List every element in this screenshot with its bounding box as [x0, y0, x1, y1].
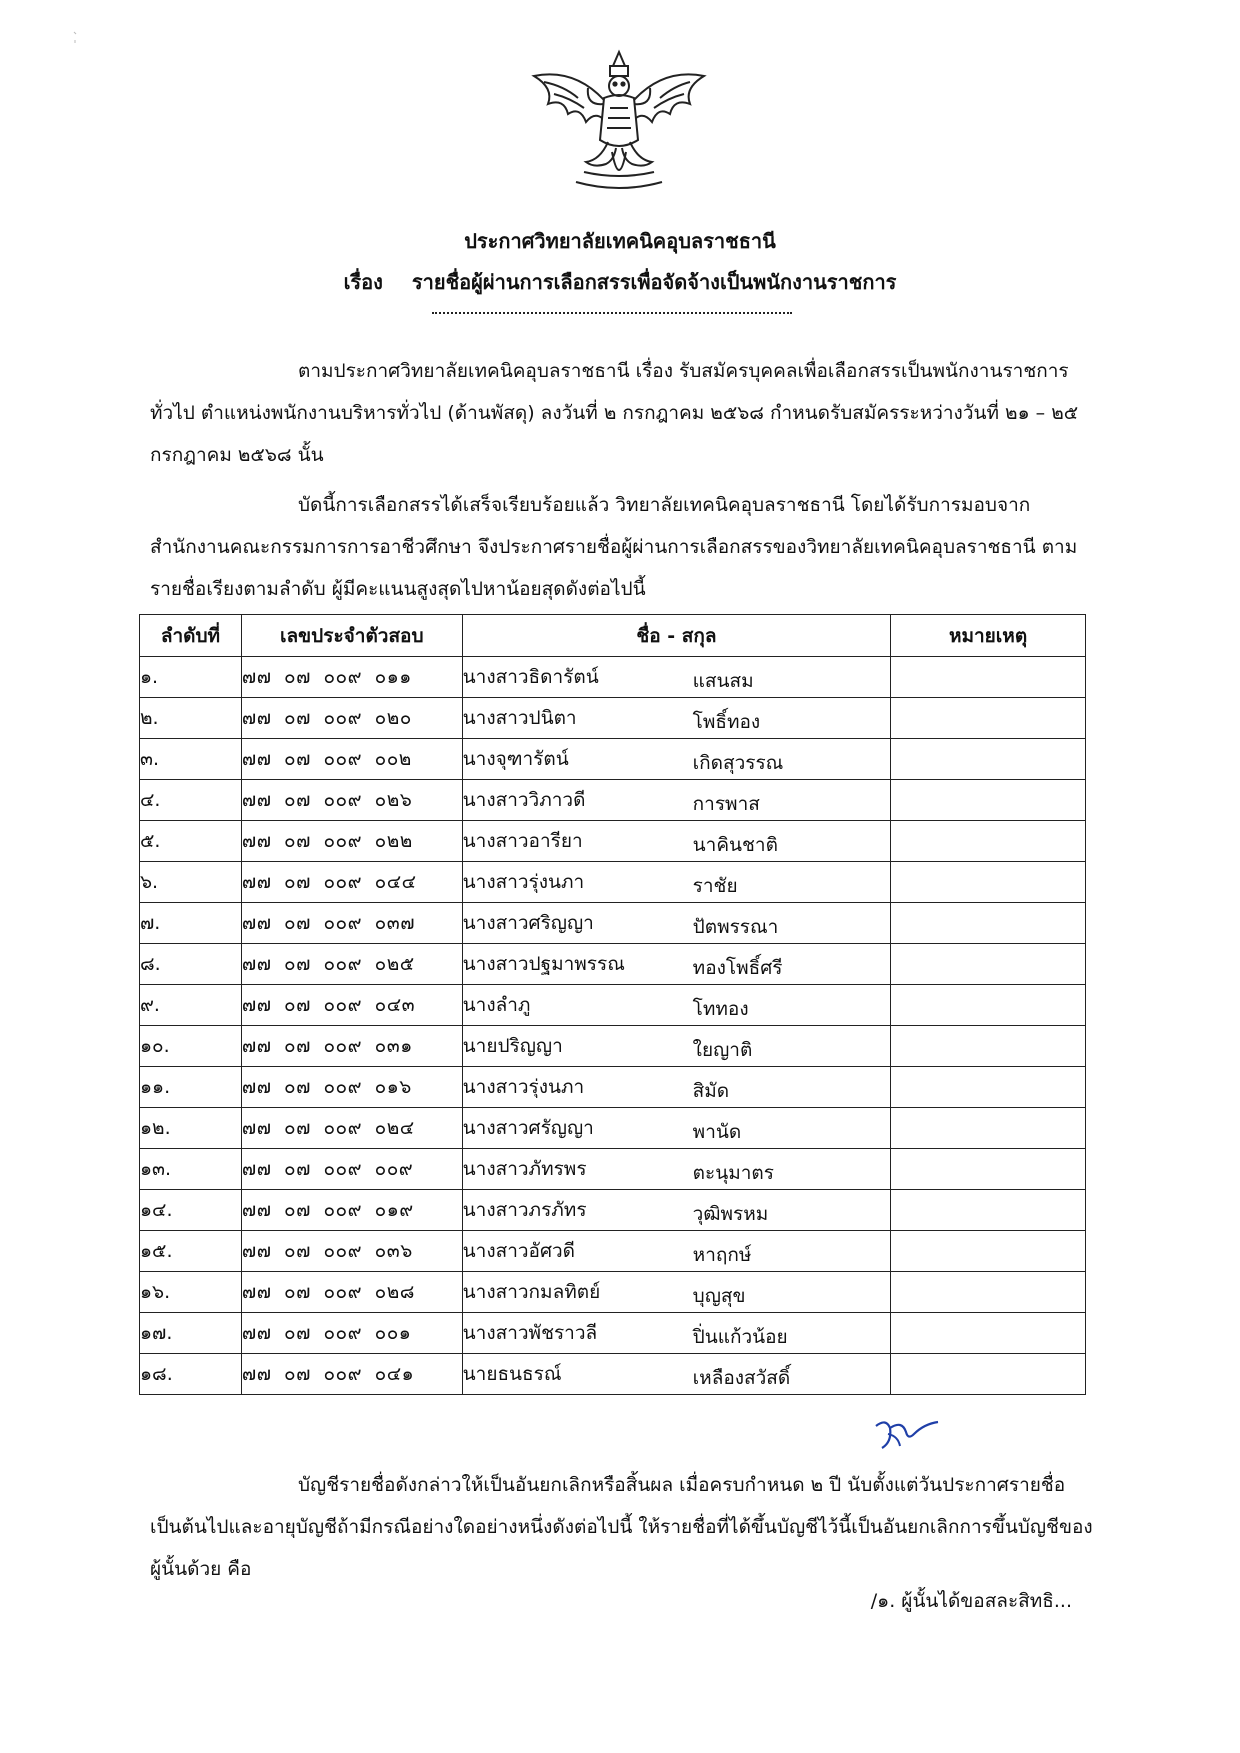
row-order: ๑๗.	[140, 1313, 242, 1354]
subject-text: รายชื่อผู้ผ่านการเลือกสรรเพื่อจัดจ้างเป็นพนักงานราชการ	[411, 270, 897, 294]
row-exam-id: ๗๗ ๐๗ ๐๐๙ ๐๒๒	[241, 821, 462, 862]
row-surname: ใยญาติ	[692, 1039, 753, 1061]
announcement-title: ประกาศวิทยาลัยเทคนิคอุบลราชธานี	[464, 229, 776, 253]
row-given-name: นายปริญญา	[462, 1035, 563, 1057]
row-given-name: นางสาวปนิตา	[462, 707, 577, 729]
row-surname: โททอง	[692, 998, 749, 1020]
header-name: ชื่อ - สกุล	[462, 615, 890, 657]
intro-paragraph	[150, 350, 1098, 476]
row-given-name: นางสาวรุ่งนภา	[462, 871, 585, 893]
row-exam-id: ๗๗ ๐๗ ๐๐๙ ๐๒๐	[241, 698, 462, 739]
row-order: ๑๕.	[140, 1231, 242, 1272]
row-fullname	[462, 1108, 890, 1149]
row-exam-id: ๗๗ ๐๗ ๐๐๙ ๐๔๑	[241, 1354, 462, 1395]
row-order: ๑๒.	[140, 1108, 242, 1149]
row-surname: ราชัย	[692, 875, 738, 897]
header-note: หมายเหตุ	[891, 615, 1086, 657]
row-exam-id: ๗๗ ๐๗ ๐๐๙ ๐๔๔	[241, 862, 462, 903]
header-order: ลำดับที่	[140, 615, 242, 657]
table-row	[140, 1108, 1086, 1149]
row-note	[891, 780, 1086, 821]
table-row	[140, 1026, 1086, 1067]
intro-paragraph-text: ตามประกาศวิทยาลัยเทคนิคอุบลราชธานี เรื่อง รับสมัครบุคคลเพื่อเลือกสรรเป็นพนักงานราชการทั่วไป ตำแหน่งพนักงานบริหารทั่วไป (ด้านพัสดุ) ลงวันที่ ๒ กรกฎาคม ๒๕๖๘ กำหนดรับสมัครระหว่างวันที่ ๒๑ – ๒๕ กรกฎาคม ๒๕๖๘ นั้น	[150, 360, 1079, 466]
row-fullname	[462, 985, 890, 1026]
row-exam-id: ๗๗ ๐๗ ๐๐๙ ๐๒๘	[241, 1272, 462, 1313]
handwritten-signature	[868, 1408, 946, 1456]
row-order: ๑๐.	[140, 1026, 242, 1067]
row-exam-id: ๗๗ ๐๗ ๐๐๙ ๐๐๑	[241, 1313, 462, 1354]
row-fullname	[462, 1149, 890, 1190]
row-surname: บุญสุข	[692, 1285, 746, 1307]
row-given-name: นางสาวอัศวดี	[462, 1240, 576, 1262]
row-surname: เหลืองสวัสดิ์	[692, 1367, 791, 1389]
candidate-table	[139, 614, 1086, 1395]
row-surname: ปิ่นแก้วน้อย	[692, 1326, 788, 1348]
row-surname: นาคินชาติ	[692, 834, 778, 856]
row-order: ๒.	[140, 698, 242, 739]
row-fullname	[462, 1231, 890, 1272]
row-exam-id: ๗๗ ๐๗ ๐๐๙ ๐๐๒	[241, 739, 462, 780]
row-fullname	[462, 698, 890, 739]
row-order: ๑๖.	[140, 1272, 242, 1313]
table-row	[140, 657, 1086, 698]
row-surname: วุฒิพรหม	[692, 1203, 769, 1225]
continuation-marker: /๑. ผู้นั้นได้ขอสละสิทธิ...	[870, 1590, 1072, 1612]
row-given-name: นางสาวพัชราวลี	[462, 1322, 598, 1344]
row-order: ๘.	[140, 944, 242, 985]
row-given-name: นางสาวรุ่งนภา	[462, 1076, 585, 1098]
subject-label: เรื่อง	[343, 270, 383, 294]
row-given-name: นางลำภู	[462, 994, 531, 1016]
row-note	[891, 1067, 1086, 1108]
row-note	[891, 1313, 1086, 1354]
row-fullname	[462, 944, 890, 985]
row-fullname	[462, 862, 890, 903]
row-surname: หาฤกษ์	[692, 1244, 752, 1266]
row-order: ๑.	[140, 657, 242, 698]
row-order: ๑๓.	[140, 1149, 242, 1190]
row-order: ๑๔.	[140, 1190, 242, 1231]
garuda-emblem-icon	[524, 48, 714, 198]
row-exam-id: ๗๗ ๐๗ ๐๐๙ ๐๒๕	[241, 944, 462, 985]
row-fullname	[462, 821, 890, 862]
row-given-name: นางสาวภรภัทร	[462, 1199, 587, 1221]
row-order: ๙.	[140, 985, 242, 1026]
row-surname: ตะนุมาตร	[692, 1162, 774, 1184]
row-fullname	[462, 1026, 890, 1067]
row-fullname	[462, 1313, 890, 1354]
row-note	[891, 698, 1086, 739]
announcement-paragraph-text: บัดนี้การเลือกสรรได้เสร็จเรียบร้อยแล้ว วิทยาลัยเทคนิคอุบลราชธานี โดยได้รับการมอบจากสำนักงานคณะกรรมการการอาชีวศึกษา จึงประกาศรายชื่อผู้ผ่านการเลือกสรรของวิทยาลัยเทคนิคอุบลราชธานี ตามรายชื่อเรียงตามลำดับ ผู้มีคะแนนสูงสุดไปหาน้อยสุดดังต่อไปนี้	[150, 494, 1078, 600]
row-note	[891, 657, 1086, 698]
table-row	[140, 1272, 1086, 1313]
row-fullname	[462, 1272, 890, 1313]
table-row	[140, 821, 1086, 862]
row-note	[891, 944, 1086, 985]
row-surname: ปัตพรรณา	[692, 916, 779, 938]
table-row	[140, 739, 1086, 780]
row-surname: เกิดสุวรรณ	[692, 752, 784, 774]
header-exam-id: เลขประจำตัวสอบ	[241, 615, 462, 657]
table-row	[140, 862, 1086, 903]
row-fullname	[462, 780, 890, 821]
row-surname: สิมัด	[692, 1080, 730, 1102]
row-order: ๕.	[140, 821, 242, 862]
dotted-divider	[432, 312, 792, 314]
row-note	[891, 1026, 1086, 1067]
row-order: ๖.	[140, 862, 242, 903]
table-row	[140, 944, 1086, 985]
row-fullname	[462, 903, 890, 944]
table-row	[140, 1354, 1086, 1395]
scan-speck	[72, 30, 78, 48]
row-exam-id: ๗๗ ๐๗ ๐๐๙ ๐๓๖	[241, 1231, 462, 1272]
row-given-name: นางจุฑารัตน์	[462, 748, 569, 770]
row-note	[891, 739, 1086, 780]
row-exam-id: ๗๗ ๐๗ ๐๐๙ ๐๓๑	[241, 1026, 462, 1067]
row-note	[891, 1190, 1086, 1231]
row-given-name: นางสาวภัทรพร	[462, 1158, 587, 1180]
row-surname: การพาส	[692, 793, 760, 815]
table-row	[140, 1190, 1086, 1231]
row-given-name: นางสาวปฐมาพรรณ	[462, 953, 625, 975]
row-fullname	[462, 1067, 890, 1108]
row-note	[891, 1149, 1086, 1190]
table-header-row	[140, 615, 1086, 657]
row-given-name: นางสาวธิดารัตน์	[462, 666, 599, 688]
row-given-name: นายธนธรณ์	[462, 1363, 562, 1385]
table-row	[140, 1313, 1086, 1354]
row-surname: โพธิ์ทอง	[692, 711, 761, 733]
row-given-name: นางสาววิภาวดี	[462, 789, 586, 811]
row-exam-id: ๗๗ ๐๗ ๐๐๙ ๐๓๗	[241, 903, 462, 944]
announcement-paragraph	[150, 484, 1098, 610]
table-row	[140, 903, 1086, 944]
row-exam-id: ๗๗ ๐๗ ๐๐๙ ๐๑๖	[241, 1067, 462, 1108]
table-row	[140, 780, 1086, 821]
table-row	[140, 1231, 1086, 1272]
row-exam-id: ๗๗ ๐๗ ๐๐๙ ๐๑๑	[241, 657, 462, 698]
row-exam-id: ๗๗ ๐๗ ๐๐๙ ๐๔๓	[241, 985, 462, 1026]
validity-paragraph	[150, 1464, 1098, 1590]
row-note	[891, 1354, 1086, 1395]
row-surname: พานัด	[692, 1121, 742, 1143]
row-exam-id: ๗๗ ๐๗ ๐๐๙ ๐๒๔	[241, 1108, 462, 1149]
row-surname: แสนสม	[692, 670, 754, 692]
row-fullname	[462, 657, 890, 698]
row-given-name: นางสาวศรัญญา	[462, 1117, 594, 1139]
row-note	[891, 1272, 1086, 1313]
row-given-name: นางสาวอารียา	[462, 830, 583, 852]
row-given-name: นางสาวศริญญา	[462, 912, 594, 934]
row-note	[891, 1108, 1086, 1149]
row-exam-id: ๗๗ ๐๗ ๐๐๙ ๐๒๖	[241, 780, 462, 821]
row-given-name: นางสาวกมลทิตย์	[462, 1281, 601, 1303]
row-order: ๑๘.	[140, 1354, 242, 1395]
table-row	[140, 985, 1086, 1026]
row-fullname	[462, 739, 890, 780]
table-row	[140, 1067, 1086, 1108]
row-note	[891, 821, 1086, 862]
row-note	[891, 903, 1086, 944]
row-exam-id: ๗๗ ๐๗ ๐๐๙ ๐๑๙	[241, 1190, 462, 1231]
row-order: ๔.	[140, 780, 242, 821]
row-fullname	[462, 1190, 890, 1231]
validity-paragraph-text: บัญชีรายชื่อดังกล่าวให้เป็นอันยกเลิกหรือสิ้นผล เมื่อครบกำหนด ๒ ปี นับตั้งแต่วันประกาศรายชื่อเป็นต้นไปและอายุบัญชีถ้ามีกรณีอย่างใดอย่างหนึ่งดังต่อไปนี้ ให้รายชื่อที่ได้ขึ้นบัญชีไว้นี้เป็นอันยกเลิกการขึ้นบัญชีของผู้นั้นด้วย คือ	[150, 1474, 1093, 1580]
announcement-subject	[0, 266, 1240, 298]
row-exam-id: ๗๗ ๐๗ ๐๐๙ ๐๐๙	[241, 1149, 462, 1190]
row-surname: ทองโพธิ์ศรี	[692, 957, 783, 979]
row-order: ๗.	[140, 903, 242, 944]
table-row	[140, 698, 1086, 739]
row-fullname	[462, 1354, 890, 1395]
table-row	[140, 1149, 1086, 1190]
row-note	[891, 862, 1086, 903]
row-order: ๑๑.	[140, 1067, 242, 1108]
row-note	[891, 1231, 1086, 1272]
row-order: ๓.	[140, 739, 242, 780]
row-note	[891, 985, 1086, 1026]
